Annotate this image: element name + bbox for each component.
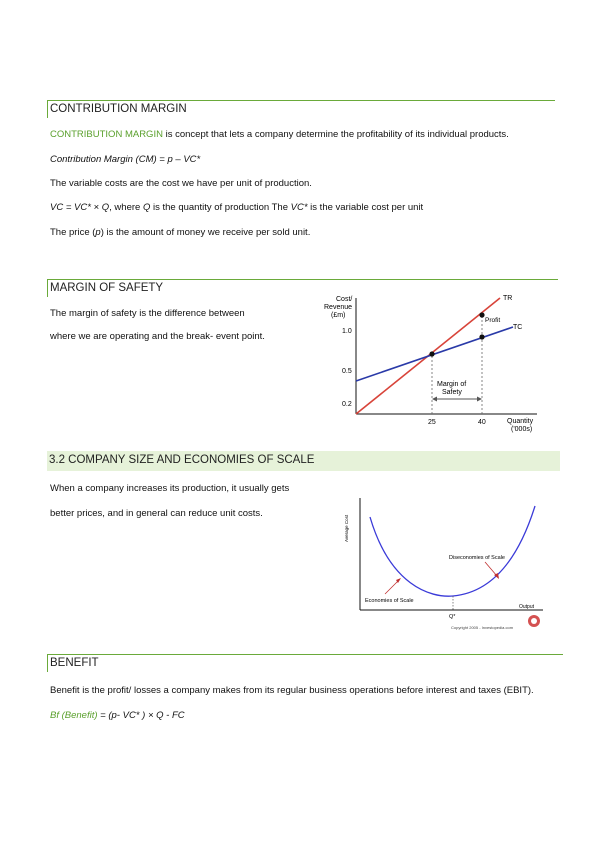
p-symbol: p [95,227,101,238]
margin-of-safety-chart [315,290,545,438]
section-heading-safety: MARGIN OF SAFETY [47,279,558,297]
average-cost-curve [370,506,535,596]
section-heading-scale: 3.2 COMPANY SIZE AND ECONOMIES OF SCALE [47,451,560,471]
vc-text-2: is the quantity of production The [150,202,291,213]
economies-arrow [385,580,399,594]
margin-label-2: Safety [442,389,462,396]
tc-point-40 [479,334,484,339]
copyright-text: Copyright 2005 - Investopedia.com [451,625,514,630]
benefit-paragraph: Benefit is the profit/ losses a company makes from its regular business operations before interest and taxes (EBIT). [50,685,534,696]
chart1-ytick-label: 0.2 [342,401,352,408]
economies-label: Economies of Scale [365,598,414,604]
investopedia-logo-inner [531,618,537,624]
economies-of-scale-chart [335,490,550,633]
vc-text-1: , where [109,202,143,213]
vc-star-symbol: VC* [290,202,308,213]
diseconomies-label: Diseconomies of Scale [449,555,505,561]
tc-label: TC [513,324,523,331]
vc-formula: VC = VC* × Q [50,202,110,213]
safety-line-1: The margin of safety is the difference between [50,308,245,319]
benefit-formula-term: Bf (Benefit) [50,710,98,721]
q-star-label: Q* [449,614,456,620]
chart1-xtick-label: 25 [428,419,436,426]
contribution-term: CONTRIBUTION MARGIN [50,129,163,140]
tr-label: TR [503,295,513,302]
contribution-paragraph [50,129,509,140]
vc-formula-line [50,202,423,213]
safety-line-2: where we are operating and the break- event point. [50,331,265,342]
chart2-xlabel: Output [519,604,535,610]
chart1-ylabel-2: Revenue [324,304,353,311]
benefit-formula [50,710,185,721]
breakeven-point [429,351,434,356]
chart1-xlabel-1: Quantity [507,418,534,425]
chart1-xlabel-2: ('000s) [511,426,533,433]
scale-line-1: When a company increases its production, it usually gets [50,483,290,494]
section-heading-contribution: CONTRIBUTION MARGIN [47,100,555,118]
contribution-formula: Contribution Margin (CM) = p – VC* [50,154,201,165]
diseconomies-arrow [485,562,497,576]
q-symbol: Q [142,202,151,213]
contribution-desc: is concept that lets a company determine the profitability of its individual products. [162,129,509,140]
chart1-xtick-label: 40 [478,419,486,426]
profit-label: Profit [485,317,501,324]
price-text [50,227,310,238]
price-text-a: The price ( [50,227,96,238]
price-text-b: ) is the amount of money we receive per sold unit. [100,227,311,238]
benefit-formula-expr: = (p- VC* ) × Q - FC [97,710,185,721]
chart1-ylabel-3: (£m) [331,312,346,319]
margin-arrow-left [432,397,437,402]
margin-arrow-right [477,397,482,402]
vc-text-3: is the variable cost per unit [307,202,424,213]
chart1-ylabel-1: Cost/ [336,296,353,303]
chart2-ylabel: Average Cost [344,514,349,542]
scale-line-2: better prices, and in general can reduce unit costs. [50,508,263,519]
chart1-ytick-label: 0.5 [342,368,352,375]
margin-label-1: Margin of [437,381,467,388]
tr-point-40 [479,312,484,317]
section-heading-benefit: BENEFIT [47,654,563,672]
chart1-ytick-label: 1.0 [342,328,352,335]
variable-cost-text: The variable costs are the cost we have per unit of production. [50,178,312,189]
